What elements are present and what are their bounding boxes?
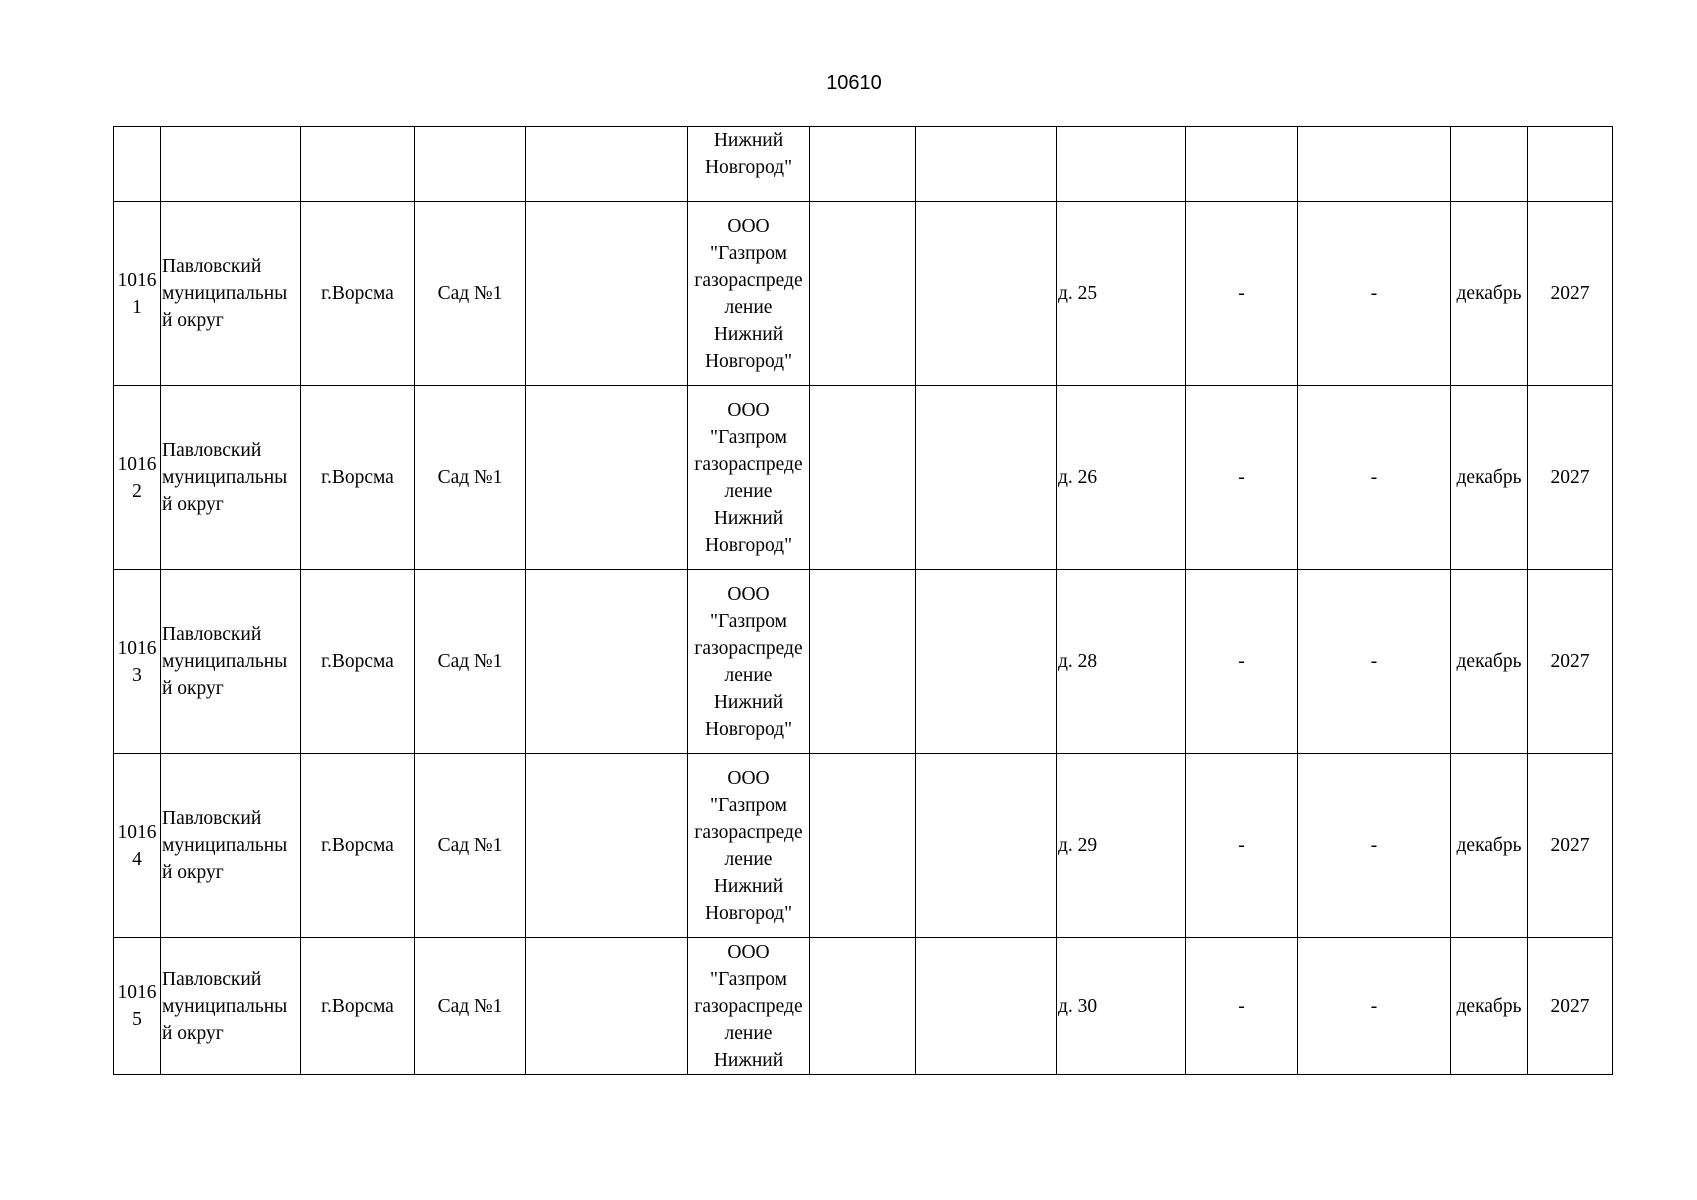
cell-city: г.Ворсма <box>301 202 415 386</box>
cell-house <box>1057 127 1186 202</box>
cell-street <box>415 127 526 202</box>
continuation-row <box>114 127 1613 202</box>
cell-col7 <box>810 938 916 1075</box>
cell-col7 <box>810 127 916 202</box>
cell-col5 <box>526 127 688 202</box>
cell-col10: - <box>1186 202 1298 386</box>
cell-col10: - <box>1186 386 1298 570</box>
cell-street: Сад №1 <box>415 386 526 570</box>
cell-district <box>161 127 301 202</box>
cell-year: 2027 <box>1528 570 1613 754</box>
cell-month <box>1451 127 1528 202</box>
cell-num: 1016 5 <box>114 938 161 1075</box>
cell-district: Павловский муниципальны й округ <box>161 386 301 570</box>
cell-num: 1016 4 <box>114 754 161 938</box>
cell-district: Павловский муниципальны й округ <box>161 938 301 1075</box>
cell-col7 <box>810 202 916 386</box>
table-row <box>114 754 1613 938</box>
cell-house: д. 26 <box>1057 386 1186 570</box>
cell-col10 <box>1186 127 1298 202</box>
cell-year: 2027 <box>1528 754 1613 938</box>
cell-col11: - <box>1298 202 1451 386</box>
cell-col10: - <box>1186 754 1298 938</box>
cell-col10: - <box>1186 938 1298 1075</box>
cell-col11: - <box>1298 938 1451 1075</box>
cell-district: Павловский муниципальны й округ <box>161 570 301 754</box>
cell-col8 <box>916 754 1057 938</box>
cell-year: 2027 <box>1528 202 1613 386</box>
cell-num: 1016 2 <box>114 386 161 570</box>
cell-col11 <box>1298 127 1451 202</box>
cell-organization: Нижний Новгород" <box>688 127 810 202</box>
cell-house: д. 25 <box>1057 202 1186 386</box>
cell-col8 <box>916 570 1057 754</box>
records-table <box>113 126 1613 1075</box>
cell-year: 2027 <box>1528 938 1613 1075</box>
cell-col7 <box>810 754 916 938</box>
cell-year: 2027 <box>1528 386 1613 570</box>
cell-month: декабрь <box>1451 570 1528 754</box>
cell-col11: - <box>1298 570 1451 754</box>
cell-col7 <box>810 386 916 570</box>
cell-city: г.Ворсма <box>301 938 415 1075</box>
cell-city: г.Ворсма <box>301 570 415 754</box>
cell-district: Павловский муниципальны й округ <box>161 202 301 386</box>
cell-col5 <box>526 202 688 386</box>
cell-col8 <box>916 127 1057 202</box>
cell-col5 <box>526 386 688 570</box>
table-row <box>114 386 1613 570</box>
cell-col8 <box>916 938 1057 1075</box>
table-row <box>114 938 1613 1075</box>
cell-organization: ООО "Газпром газораспреде ление Нижний Новгород" <box>688 570 810 754</box>
cell-city <box>301 127 415 202</box>
cell-col10: - <box>1186 570 1298 754</box>
cell-col8 <box>916 386 1057 570</box>
table-row <box>114 570 1613 754</box>
cell-num <box>114 127 161 202</box>
cell-num: 1016 3 <box>114 570 161 754</box>
cell-street: Сад №1 <box>415 570 526 754</box>
cell-city: г.Ворсма <box>301 754 415 938</box>
cell-num: 1016 1 <box>114 202 161 386</box>
cell-house: д. 28 <box>1057 570 1186 754</box>
cell-col8 <box>916 202 1057 386</box>
cell-col11: - <box>1298 754 1451 938</box>
cell-month: декабрь <box>1451 202 1528 386</box>
cell-col7 <box>810 570 916 754</box>
cell-house: д. 29 <box>1057 754 1186 938</box>
cell-col5 <box>526 570 688 754</box>
cell-house: д. 30 <box>1057 938 1186 1075</box>
cell-street: Сад №1 <box>415 754 526 938</box>
cell-month: декабрь <box>1451 938 1528 1075</box>
cell-month: декабрь <box>1451 386 1528 570</box>
cell-organization: ООО "Газпром газораспреде ление Нижний Новгород" <box>688 386 810 570</box>
cell-col5 <box>526 938 688 1075</box>
cell-city: г.Ворсма <box>301 386 415 570</box>
cell-organization: ООО "Газпром газораспреде ление Нижний <box>688 938 810 1075</box>
cell-month: декабрь <box>1451 754 1528 938</box>
cell-organization: ООО "Газпром газораспреде ление Нижний Новгород" <box>688 754 810 938</box>
cell-street: Сад №1 <box>415 202 526 386</box>
cell-year <box>1528 127 1613 202</box>
page-number: 10610 <box>826 72 882 94</box>
cell-district: Павловский муниципальны й округ <box>161 754 301 938</box>
cell-organization: ООО "Газпром газораспреде ление Нижний Новгород" <box>688 202 810 386</box>
cell-street: Сад №1 <box>415 938 526 1075</box>
cell-col11: - <box>1298 386 1451 570</box>
cell-col5 <box>526 754 688 938</box>
table-row <box>114 202 1613 386</box>
